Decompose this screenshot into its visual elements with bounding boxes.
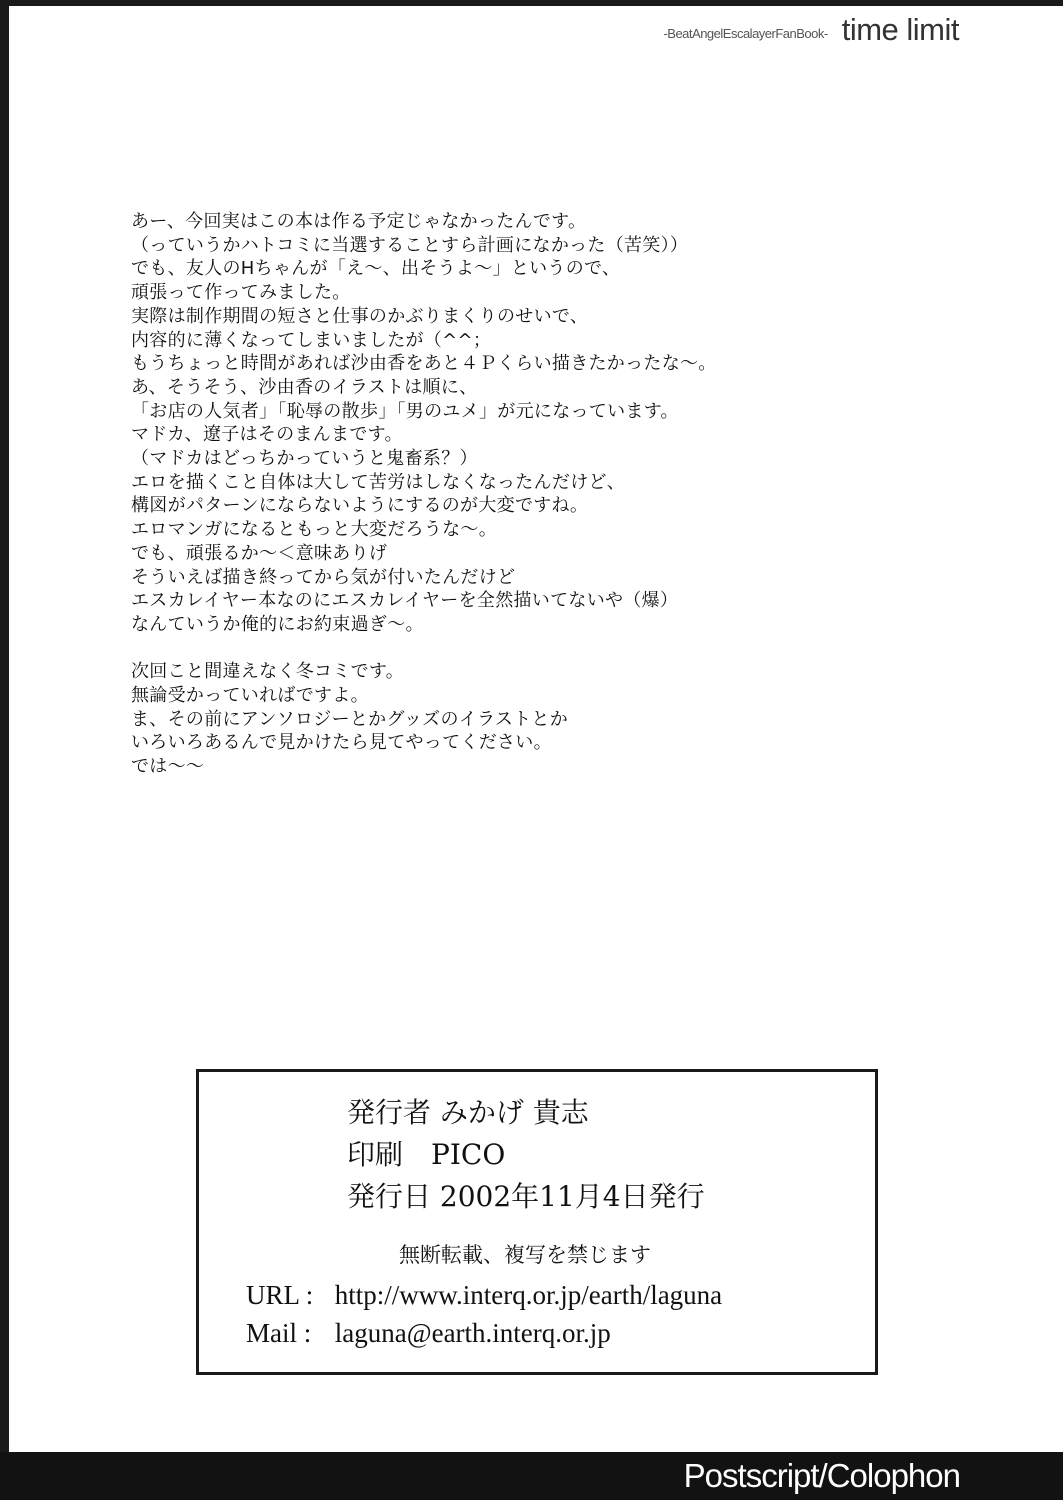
text-line: 「お店の人気者」「恥辱の散歩」「男のユメ」が元になっています。 <box>131 400 679 422</box>
colophon-printer: 印刷 PICO <box>347 1138 506 1171</box>
colophon-publication-info <box>347 1092 705 1218</box>
running-header <box>663 8 959 48</box>
copyright-notice: 無断転載、複写を禁じます <box>399 1243 651 1267</box>
text-line: 実際は制作期間の短さと仕事のかぶりまくりのせいで、 <box>131 305 589 327</box>
text-line: 無論受かっていればですよ。 <box>131 685 369 707</box>
footer-label: Postscript/Colophon <box>683 1457 960 1494</box>
text-line: あー、今回実はこの本は作る予定じゃなかったんです。 <box>131 211 587 232</box>
text-line: もうちょっと時間があれば沙由香をあと４Ｐくらい描きたかったな～。 <box>131 353 717 375</box>
text-line: （マドカはどっちかっていうと鬼畜系？） <box>131 448 478 470</box>
text-line: マドカ、遼子はそのまんまです。 <box>131 424 403 446</box>
text-line: でも、友人のHちゃんが「え～、出そうよ～」というので、 <box>131 258 621 280</box>
colophon-contact <box>246 1276 722 1352</box>
text-line: 構図がパターンにならないようにするのが大変ですね。 <box>131 495 589 517</box>
text-line: エロマンガになるともっと大変だろうな～。 <box>131 519 497 541</box>
text-line: あ、そうそう、沙由香のイラストは順に、 <box>131 376 478 398</box>
header-title: time limit <box>841 12 959 47</box>
mail-label: Mail : <box>246 1318 312 1348</box>
mail-link[interactable]: laguna@earth.interq.or.jp <box>334 1318 611 1348</box>
text-line: 内容的に薄くなってしまいましたが（^^； <box>131 329 492 351</box>
postscript-paragraph-1 <box>131 210 931 637</box>
postscript-paragraph-2 <box>131 660 931 779</box>
text-line: では～～ <box>131 756 205 778</box>
header-rule <box>9 0 1063 6</box>
url-link[interactable]: http://www.interq.or.jp/earth/laguna <box>334 1280 723 1310</box>
colophon-date: 発行日 2002年11月4日発行 <box>347 1180 705 1213</box>
colophon-box <box>196 1069 878 1375</box>
text-line: 次回こと間違えなく冬コミです。 <box>131 661 405 683</box>
text-line: ま、その前にアンソロジーとかグッズのイラストとか <box>131 708 569 730</box>
url-label: URL : <box>246 1280 314 1310</box>
text-line: 頑張って作ってみました。 <box>131 282 351 304</box>
text-line: エスカレイヤー本なのにエスカレイヤーを全然描いてないや（爆） <box>131 590 679 612</box>
text-line: でも、頑張るか～＜意味ありげ <box>131 542 388 564</box>
colophon-publisher: 発行者 みかげ 貴志 <box>347 1096 589 1129</box>
mail-row <box>246 1314 722 1352</box>
text-line: いろいろあるんで見かけたら見てやってください。 <box>131 732 552 754</box>
url-row <box>246 1276 722 1314</box>
postscript-text <box>131 210 931 803</box>
text-line: （っていうかハトコミに当選することすら計画になかった（苦笑）） <box>131 234 689 256</box>
text-line: そういえば描き終ってから気が付いたんだけど <box>131 566 516 588</box>
text-line: エロを描くこと自体は大して苦労はしなくなったんだけど、 <box>131 471 626 493</box>
left-margin-bar <box>0 0 9 1500</box>
header-series: -BeatAngelEscalayerFanBook- <box>663 26 828 41</box>
text-line: なんていうか俺的にお約束過ぎ～。 <box>131 613 424 635</box>
